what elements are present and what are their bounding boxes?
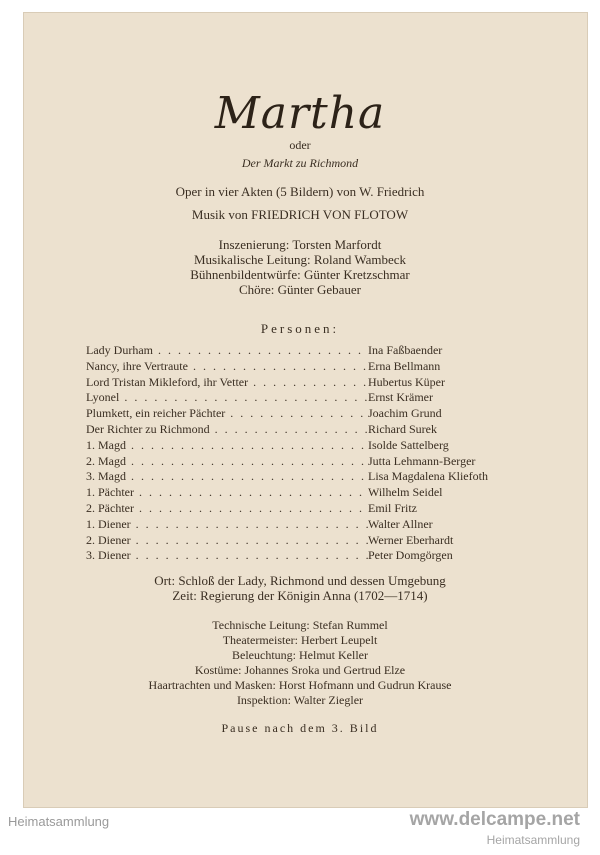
cast-row <box>86 548 518 564</box>
credit-musical-lead: Musikalische Leitung: Roland Wambeck <box>193 252 407 267</box>
cast-role: Lyonel . . . <box>86 390 368 406</box>
cast-actor: Joachim Grund <box>368 406 442 421</box>
cast-role: 2. Diener . . . <box>86 533 368 549</box>
cast-role: 2. Magd . . . <box>86 454 368 470</box>
cast-actor: Isolde Sattelberg <box>368 437 449 452</box>
cast-row <box>86 533 518 549</box>
cast-actor: Wilhelm Seidel <box>368 485 443 500</box>
cast-role: Lord Tristan Mikleford, ihr Vetter . . . <box>86 375 368 391</box>
cast-role: 1. Pächter . . . <box>86 485 368 501</box>
pause-note: Pause nach dem 3. Bild <box>221 721 379 735</box>
cast-actor: Peter Domgörgen <box>368 548 453 563</box>
cast-role: 2. Pächter . . . <box>86 501 368 517</box>
cast-role: 3. Magd . . . <box>86 469 368 485</box>
cast-actor: Ernst Krämer <box>368 390 433 405</box>
cast-row <box>86 501 518 517</box>
cast-row <box>86 469 518 485</box>
cast-row <box>86 485 518 501</box>
personen-heading: Personen: <box>260 321 340 336</box>
music-line: Musik von FRIEDRICH VON FLOTOW <box>191 207 409 222</box>
cast-actor: Lisa Magdalena Kliefoth <box>368 469 488 484</box>
credit-choirs: Chöre: Günter Gebauer <box>238 282 361 297</box>
cast-actor: Jutta Lehmann-Berger <box>368 453 476 468</box>
watermark-right: www.delcampe.net <box>409 809 580 830</box>
cast-role: 1. Diener . . . <box>86 517 368 533</box>
subtitle: Der Markt zu Richmond <box>241 156 359 170</box>
cast-actor: Werner Eberhardt <box>368 532 454 547</box>
credit-lighting: Beleuchtung: Helmut Keller <box>232 648 368 662</box>
credit-stage-design: Bühnenbildentwürfe: Günter Kretzschmar <box>190 267 410 282</box>
cast-role: 3. Diener . . . <box>86 548 368 564</box>
cast-list <box>86 343 518 564</box>
watermark-right-sub: Heimatsammlung <box>486 833 580 847</box>
cast-row <box>86 359 518 375</box>
cast-role: Plumkett, ein reicher Pächter . . . <box>86 406 368 422</box>
cast-actor: Emil Fritz <box>368 500 417 515</box>
credit-stage-master: Theatermeister: Herbert Leupelt <box>222 633 378 647</box>
place-line: Ort: Schloß der Lady, Richmond und dessen Umgebung <box>154 573 446 588</box>
cast-actor: Hubertus Küper <box>368 374 445 389</box>
opera-line: Oper in vier Akten (5 Bildern) von W. Friedrich <box>175 184 425 199</box>
credit-inspection: Inspektion: Walter Ziegler <box>236 693 364 707</box>
cast-row <box>86 343 518 359</box>
credit-direction: Inszenierung: Torsten Marfordt <box>218 237 382 252</box>
cast-row <box>86 454 518 470</box>
cast-row <box>86 438 518 454</box>
cast-row <box>86 517 518 533</box>
credit-hair-makeup: Haartrachten und Masken: Horst Hofmann und Gudrun Krause <box>148 678 452 692</box>
cast-row <box>86 375 518 391</box>
cast-row <box>86 406 518 422</box>
cast-actor: Walter Allner <box>368 516 433 531</box>
credit-costumes: Kostüme: Johannes Sroka und Gertrud Elze <box>194 663 406 677</box>
cast-actor: Richard Surek <box>368 421 437 436</box>
credit-technical: Technische Leitung: Stefan Rummel <box>212 618 388 632</box>
oder-text: oder <box>289 138 311 152</box>
cast-actor: Erna Bellmann <box>368 358 441 373</box>
cast-role: Der Richter zu Richmond . . . <box>86 422 368 438</box>
watermark-left: Heimatsammlung <box>8 814 110 829</box>
opera-title: Martha <box>214 88 386 139</box>
cast-role: Nancy, ihre Vertraute . . . <box>86 359 368 375</box>
time-line: Zeit: Regierung der Königin Anna (1702—1714) <box>172 588 428 603</box>
cast-role: Lady Durham . . . <box>86 343 368 359</box>
cast-role: 1. Magd . . . <box>86 438 368 454</box>
cast-actor: Ina Faßbaender <box>368 343 443 357</box>
cast-row <box>86 390 518 406</box>
cast-row <box>86 422 518 438</box>
